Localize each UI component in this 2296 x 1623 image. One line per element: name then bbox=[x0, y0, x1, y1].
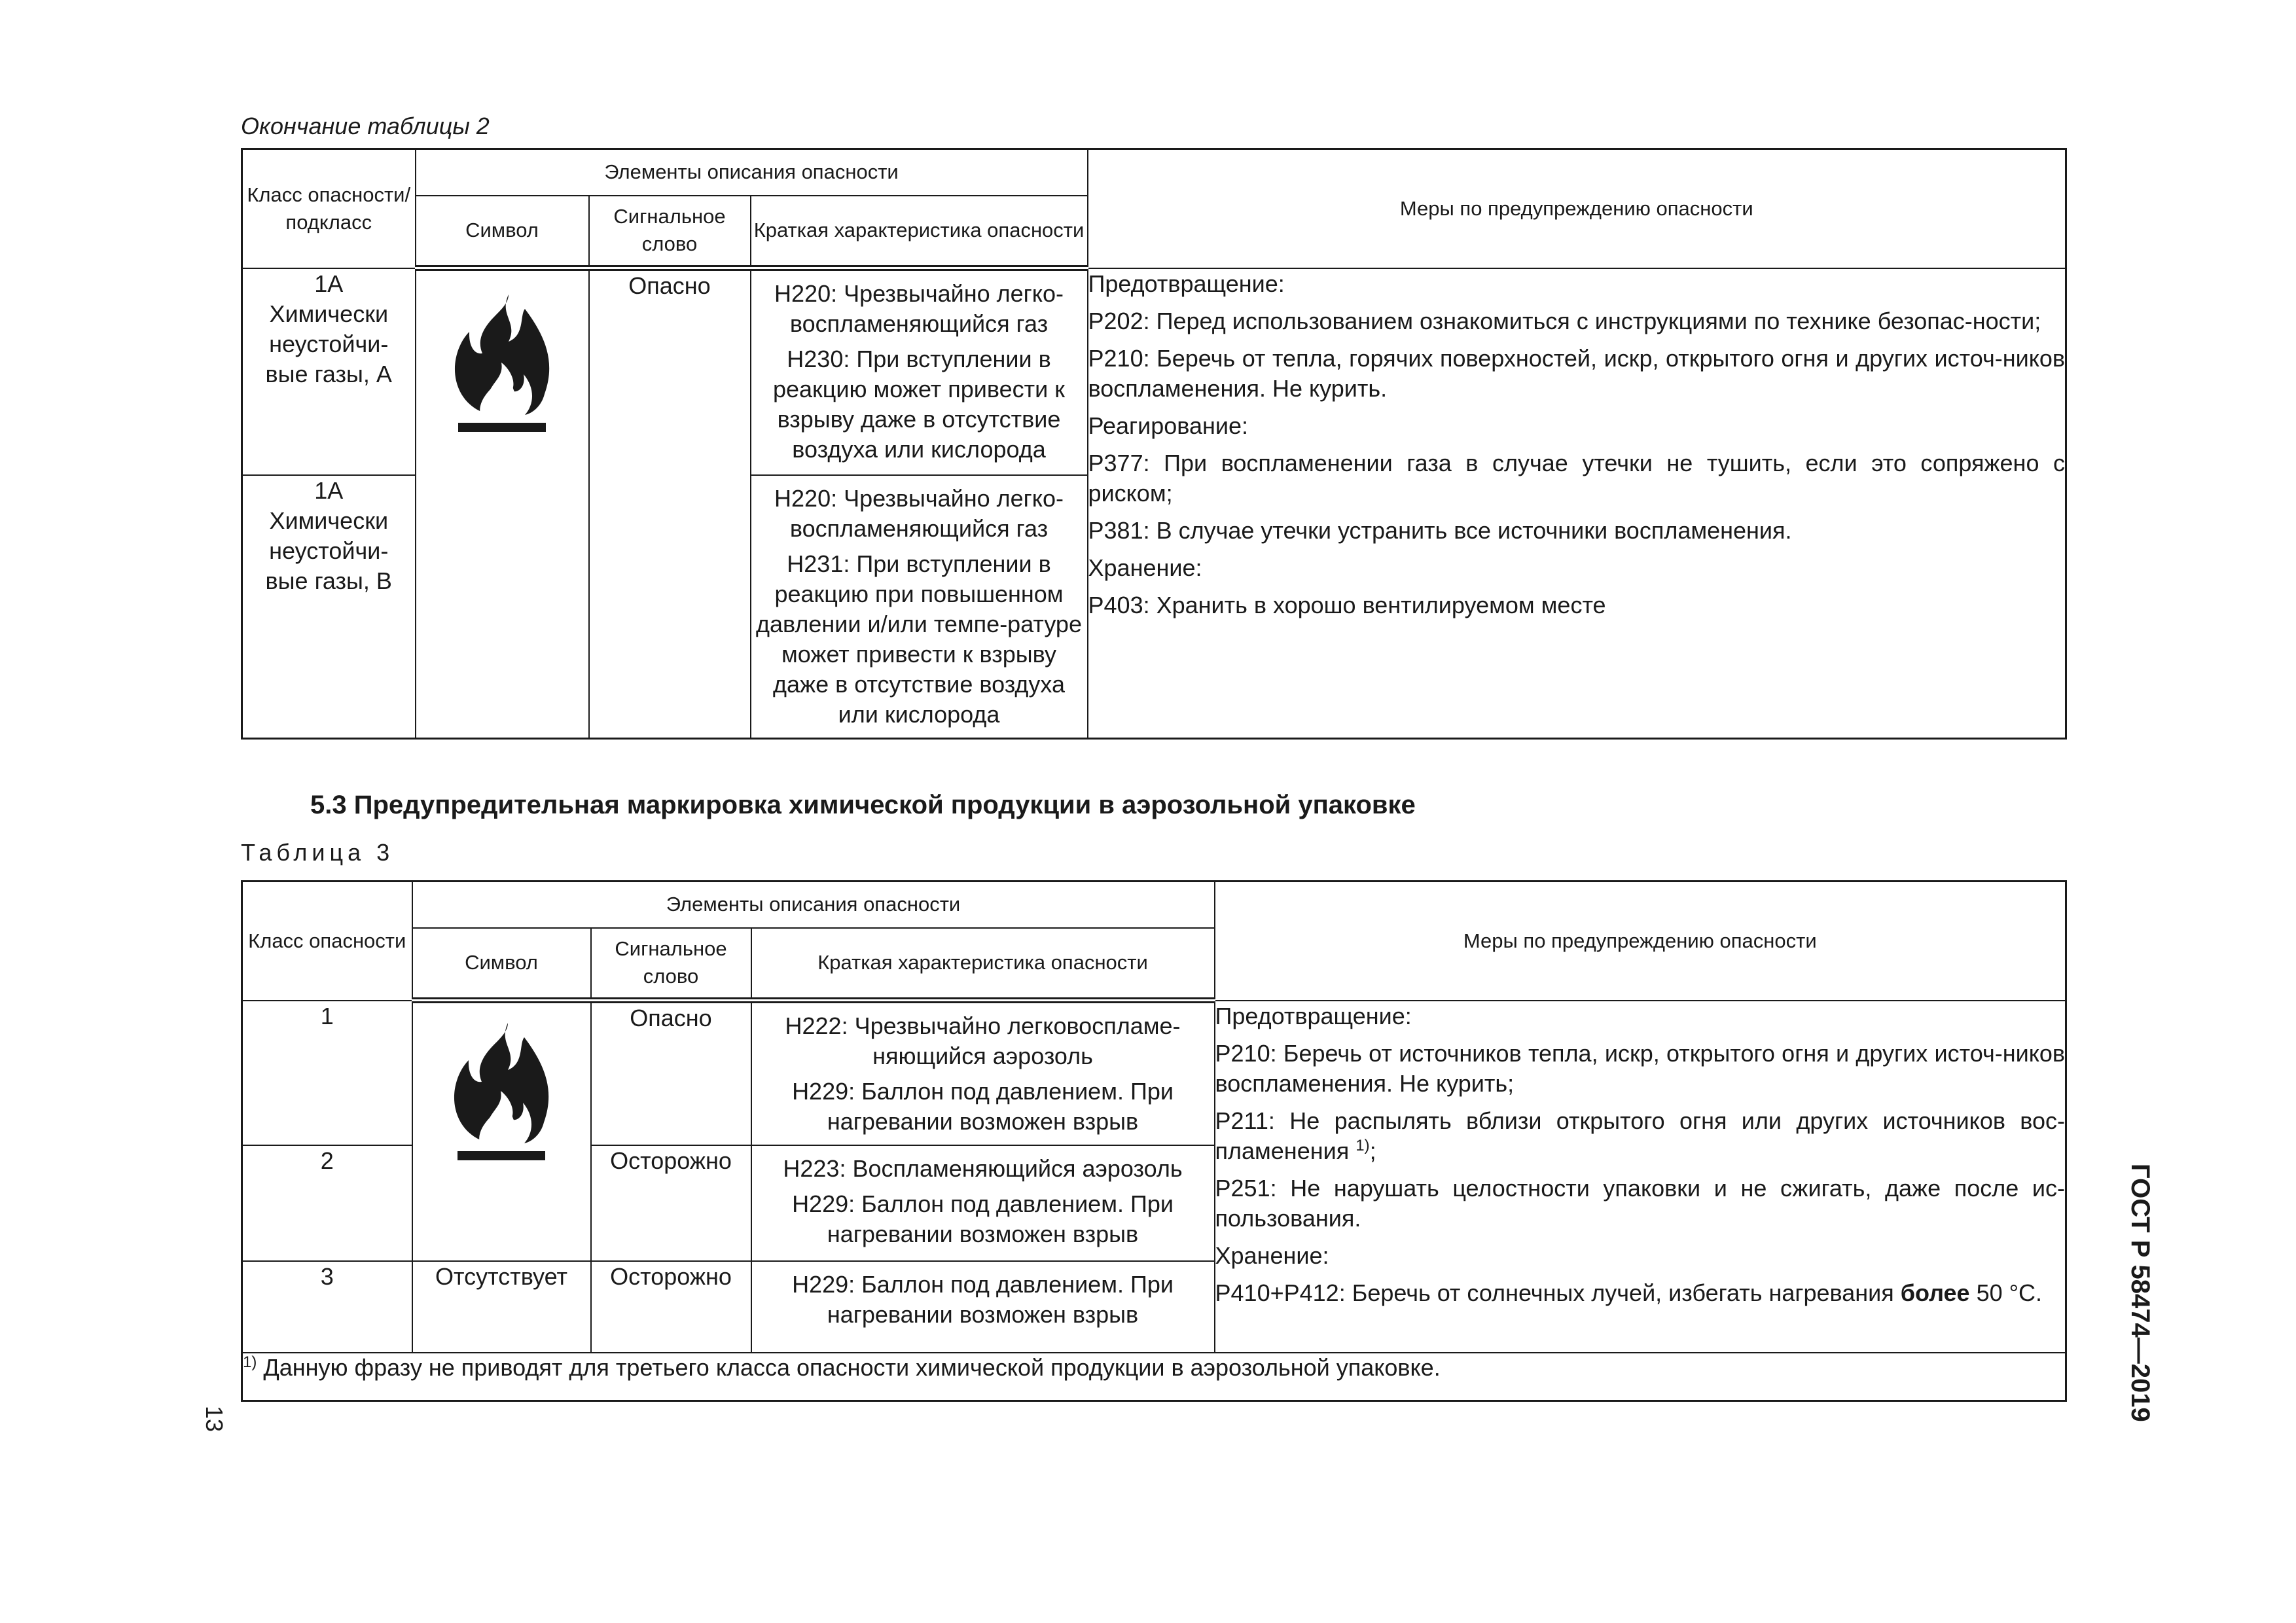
section-5-3-title: 5.3 Предупредительная маркировка химической продукции в аэрозольной упаковке bbox=[310, 791, 1416, 819]
t3-header-class: Класс опасности bbox=[242, 882, 412, 1001]
t3-row3-signal: Осторожно bbox=[591, 1261, 751, 1353]
t3-symbol-cell bbox=[412, 1001, 591, 1261]
table2-row1-class: 1А Химически неустойчи- вые газы, А bbox=[242, 268, 416, 475]
table2-signal: Опасно bbox=[589, 268, 751, 739]
document-code: ГОСТ Р 58474—2019 bbox=[2126, 1164, 2155, 1422]
t3-row1-brief: H222: Чрезвычайно легковоспламе-няющийся аэрозоль H229: Баллон под давлением. При нагревании возможен взрыв bbox=[751, 1001, 1215, 1145]
table-2 bbox=[241, 148, 2067, 740]
table2-row2-brief: H220: Чрезвычайно легко-воспламеняющийся газ H231: При вступлении в реакцию при повышенном давлении и/или темпе-ратуре может привести к взрыву даже в отсутствие воздуха или кислорода bbox=[751, 475, 1088, 739]
table3-caption: Таблица 3 bbox=[241, 839, 395, 866]
t3-row2-class: 2 bbox=[242, 1145, 412, 1261]
t3-row2-signal: Осторожно bbox=[591, 1145, 751, 1261]
t3-header-signal: Сигнальное слово bbox=[591, 928, 751, 1001]
header-measures: Меры по предупреждению опасности bbox=[1088, 149, 2066, 268]
header-brief: Краткая характеристика опасности bbox=[751, 196, 1088, 268]
t3-header-brief: Краткая характеристика опасности bbox=[751, 928, 1215, 1001]
t3-header-elements: Элементы описания опасности bbox=[412, 882, 1215, 928]
table2-row1-brief: H220: Чрезвычайно легко-воспламеняющийся газ H230: При вступлении в реакцию может привести к взрыву даже в отсутствие воздуха или кислорода bbox=[751, 268, 1088, 475]
table2-caption: Окончание таблицы 2 bbox=[241, 113, 490, 139]
t3-footnote: $^{1)}$ Данную фразу не приводят для третьего класса опасности химической продукции в аэрозольной упаковке. bbox=[242, 1353, 2066, 1401]
header-elements: Элементы описания опасности bbox=[416, 149, 1088, 196]
page-number: 13 bbox=[201, 1406, 228, 1433]
t3-header-symbol: Символ bbox=[412, 928, 591, 1001]
t3-header-measures: Меры по предупреждению опасности bbox=[1215, 882, 2066, 1001]
table2-symbol-cell bbox=[416, 268, 589, 739]
header-class: Класс опасности/ подкласс bbox=[242, 149, 416, 268]
header-symbol: Символ bbox=[416, 196, 589, 268]
table-3 bbox=[241, 880, 2067, 1402]
table2-row2-class: 1А Химически неустойчи- вые газы, В bbox=[242, 475, 416, 739]
t3-row1-class: 1 bbox=[242, 1001, 412, 1145]
header-signal: Сигнальное слово bbox=[589, 196, 751, 268]
t3-measures: Предотвращение: P210: Беречь от источников тепла, искр, открытого огня и других источ-ников воспламенения. Не курить; P211: Не распылять вблизи открытого огня или других источников вос-пламенения $^{1)}$; P251: Не нарушать целостности упаковки и не сжигать, даже после ис-пользования. Хранение: P410+P412: Беречь от солнечных лучей, избегать нагревания более 50 °С. bbox=[1215, 1001, 2066, 1353]
flame-pictogram-icon bbox=[446, 289, 558, 435]
t3-row3-brief: H229: Баллон под давлением. При нагревании возможен взрыв bbox=[751, 1261, 1215, 1353]
t3-row3-class: 3 bbox=[242, 1261, 412, 1353]
t3-row3-symbol: Отсутствует bbox=[412, 1261, 591, 1353]
t3-row1-signal: Опасно bbox=[591, 1001, 751, 1145]
flame-pictogram-icon bbox=[446, 1018, 557, 1163]
table2-measures: Предотвращение: P202: Перед использованием ознакомиться с инструкциями по технике безопас-ности; P210: Беречь от тепла, горячих поверхностей, искр, открытого огня и других источ-ников воспламенения. Не курить. Реагирование: P377: При воспламенении газа в случае утечки не тушить, если это сопряжено с риском; P381: В случае утечки устранить все источники воспламенения. Хранение: P403: Хранить в хорошо вентилируемом месте bbox=[1088, 268, 2066, 739]
t3-row2-brief: H223: Воспламеняющийся аэрозоль H229: Баллон под давлением. При нагревании возможен взрыв bbox=[751, 1145, 1215, 1261]
